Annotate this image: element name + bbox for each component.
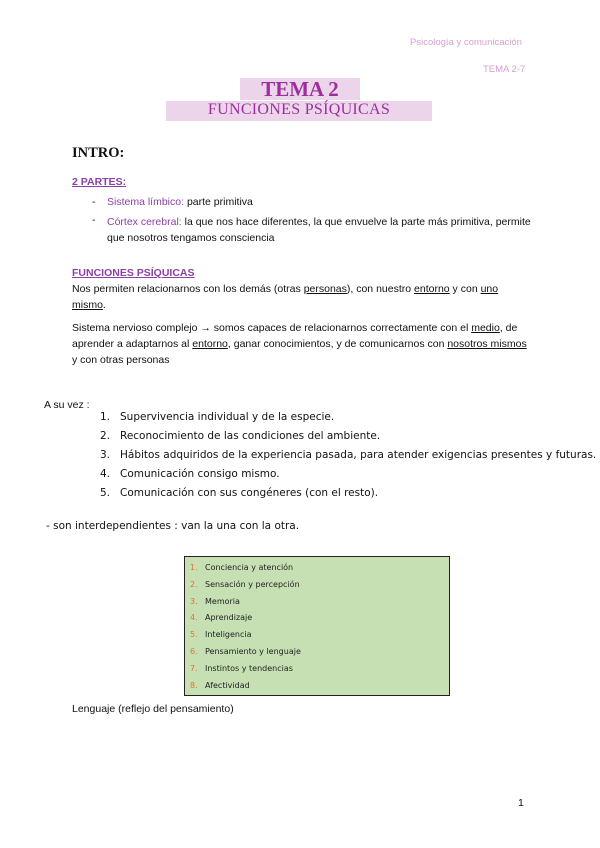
list-item: 1. Conciencia y atención xyxy=(190,563,294,572)
intro-heading: INTRO: xyxy=(72,145,125,161)
lenguaje-note: Lenguaje (reflejo del pensamiento) xyxy=(72,703,234,715)
list-item: 2. Sensación y percepción xyxy=(190,579,300,589)
header-tema-code: TEMA 2-7 xyxy=(483,64,526,75)
list-item: 3. Memoria xyxy=(190,596,240,606)
a-su-vez-label: A su vez : xyxy=(44,399,90,411)
funciones-box xyxy=(184,556,450,696)
interdependientes-note: - son interdependientes : van la una con la otra. xyxy=(46,520,300,532)
partes-heading: 2 PARTES: xyxy=(72,176,127,188)
funciones-heading: FUNCIONES PSÍQUICAS xyxy=(72,267,195,279)
bullet-dash: - xyxy=(92,214,96,226)
funciones-paragraph-1: Nos permiten relacionarnos con los demás (otras personas), con nuestro entorno y con uno mismo. xyxy=(72,283,499,311)
list-item: 4. Aprendizaje xyxy=(190,613,253,623)
list-item: 3. Hábitos adquiridos de la experiencia pasada, para atender exigencias presentes y futuras. xyxy=(100,449,597,461)
bullet-dash: - xyxy=(92,196,96,208)
page-subtitle: FUNCIONES PSÍQUICAS xyxy=(207,101,391,118)
list-item: 7. Instintos y tendencias xyxy=(190,663,293,673)
list-item: 6. Pensamiento y lenguaje xyxy=(190,646,301,656)
list-item: 1. Supervivencia individual y de la especie. xyxy=(100,411,335,423)
funciones-box-list xyxy=(190,560,301,694)
list-item: 4. Comunicación consigo mismo. xyxy=(100,468,280,480)
bullet-item-cortex: Córtex cerebral: la que nos hace diferentes, la que envuelve la parte más primitiva, permite que nosotros tengamos consciencia xyxy=(107,216,531,244)
bullet-item-limbico: Sistema límbico: parte primitiva xyxy=(107,196,253,208)
list-item: 8. Afectividad xyxy=(190,680,250,690)
list-item: 5. Comunicación con sus congéneres (con el resto). xyxy=(100,487,379,499)
page-title: TEMA 2 xyxy=(261,77,339,101)
numbered-list xyxy=(100,408,596,503)
list-item: 5. Inteligencia xyxy=(190,630,252,640)
funciones-paragraph-2: Sistema nervioso complejo → somos capaces de relacionarnos correctamente con el medio, de aprender a adaptarnos al entorno, ganar conocimientos, y de comunicarnos con nosotros mismos y con otras personas xyxy=(72,322,527,366)
list-item: 2. Reconocimiento de las condiciones del ambiente. xyxy=(100,430,381,442)
page-number: 1 xyxy=(518,797,524,809)
header-subject: Psicología y comunicación xyxy=(410,37,522,48)
